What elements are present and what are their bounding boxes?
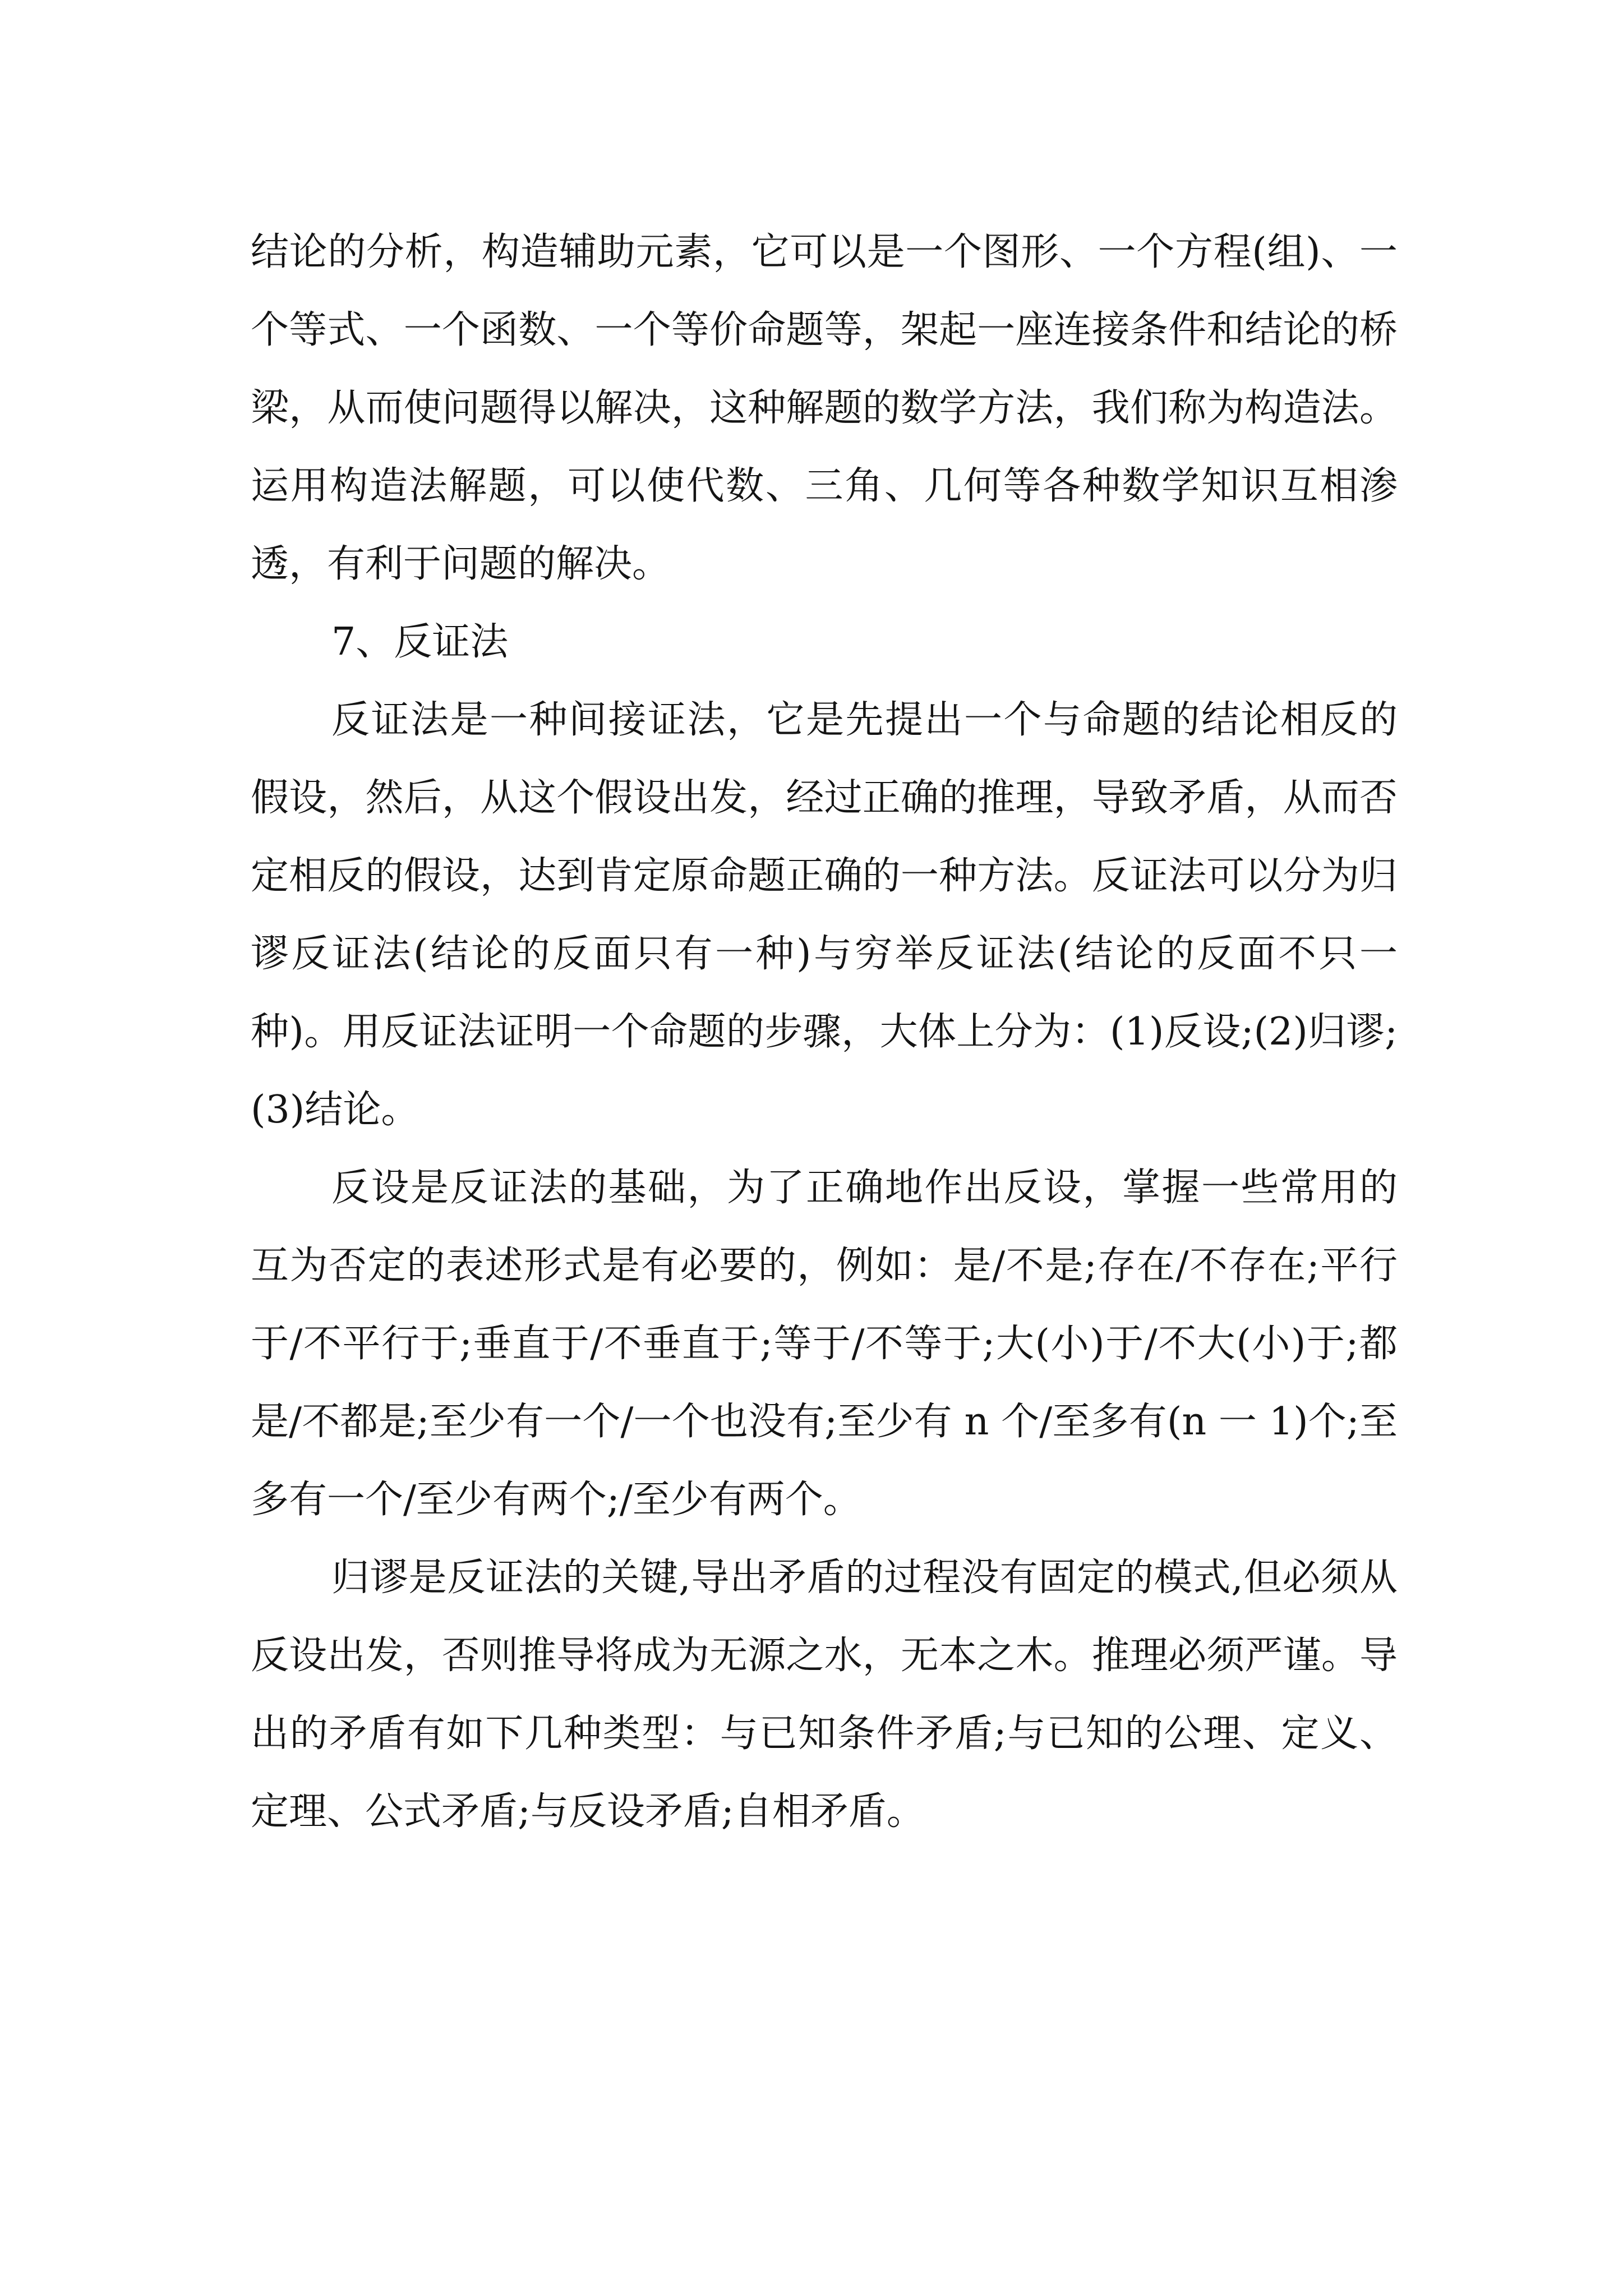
- paragraph-negation-assumption: 反设是反证法的基础，为了正确地作出反设，掌握一些常用的互为否定的表述形式是有必要的，例如：是/不是;存在/不存在;平行于/不平行于;垂直于/不垂直于;等于/不等于;大(小)于/不大(小)于;都是/不都是;至少有一个/一个也没有;至少有 n 个/至多有(n 一 1)个;至多有一个/至少有两个;/至少有两个。: [251, 1166, 1398, 1522]
- paragraph-construction-method-continuation: 结论的分析，构造辅助元素，它可以是一个图形、一个方程(组)、一个等式、一个函数、一个等价命题等，架起一座连接条件和结论的桥梁，从而使问题得以解决，这种解题的数学方法，我们称为构造法。运用构造法解题，可以使代数、三角、几何等各种数学知识互相渗透，有利于问题的解决。: [251, 230, 1398, 586]
- document-body: [251, 213, 1398, 1851]
- paragraph-contradiction-definition: 反证法是一种间接证法，它是先提出一个与命题的结论相反的假设，然后，从这个假设出发，经过正确的推理，导致矛盾，从而否定相反的假设，达到肯定原命题正确的一种方法。反证法可以分为归谬反证法(结论的反面只有一种)与穷举反证法(结论的反面不只一种)。用反证法证明一个命题的步骤，大体上分为：(1)反设;(2)归谬;(3)结论。: [251, 698, 1398, 1132]
- section-heading-proof-by-contradiction: 7、反证法: [331, 620, 509, 664]
- paragraph-reductio-key: 归谬是反证法的关键,导出矛盾的过程没有固定的模式,但必须从反设出发，否则推导将成为无源之水，无本之木。推理必须严谨。导出的矛盾有如下几种类型：与已知条件矛盾;与已知的公理、定义、定理、公式矛盾;与反设矛盾;自相矛盾。: [251, 1556, 1398, 1834]
